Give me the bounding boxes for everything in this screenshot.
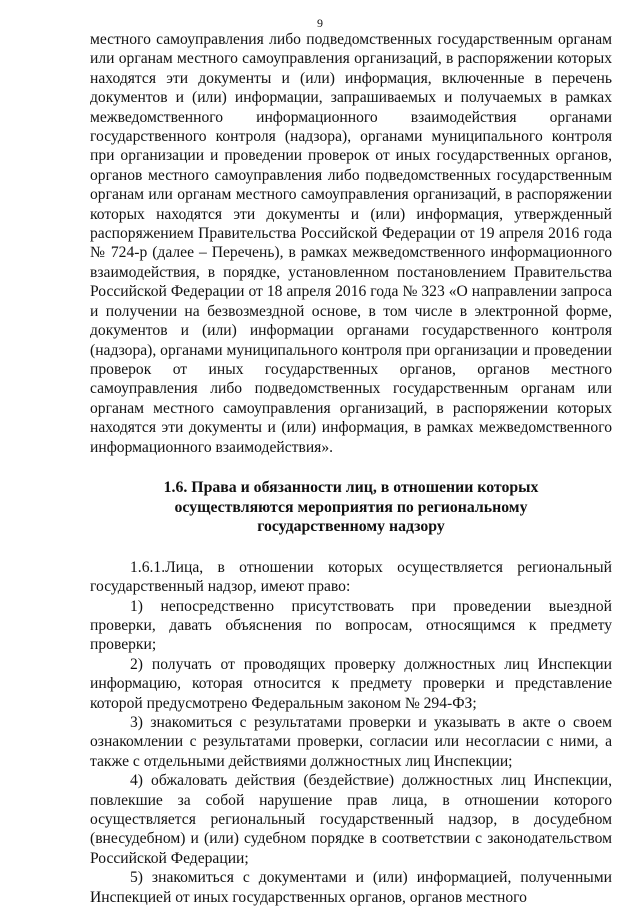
clause-intro: 1.6.1.Лица, в отношении которых осуществляется региональный государственный надзор, имеют право:: [90, 558, 612, 596]
section-heading-line-3: государственному надзору: [257, 518, 445, 536]
right-item-5: 5) знакомиться с документами и (или) информацией, полученными Инспекцией от иных государственных органов, органов местного: [90, 869, 612, 906]
page-number: 9: [317, 16, 323, 30]
intro-paragraph: местного самоуправления либо подведомственных государственным органам или органам местного самоуправления организаций, в распоряжении которых находятся эти документы и (или) информация, включенные в перечень документов и (или) информации, запрашиваемых и получаемых в рамках межведомственного информационного взаимодействия органами государственного контроля (надзора), органами муниципального контроля при организации и проведении проверок от иных государственных органов, органов местного самоуправления либо подведомственных государственным органам или органам местного самоуправления организаций, в распоряжении которых находятся эти документы и (или) информация, утвержденный распоряжением Правительства Российской Федерации от 19 апреля 2016 года № 724-р (далее – Перечень), в рамках межведомственного информационного взаимодействия, в порядке, установленном постановлением Правительства Российской Федерации от 18 апреля 2016 года № 323 «О направлении запроса и получении на безвозмездной основе, в том числе в электронной форме, документов и (или) информации органами государственного контроля (надзора), органами муниципального контроля при организации и проведении проверок от иных государственных органов, органов местного самоуправления либо подведомственных государственным органам или органам местного самоуправления организаций, в распоряжении которых находятся эти документы и (или) информация, в рамках межведомственного информационного взаимодействия».: [90, 31, 612, 456]
document-body: [90, 30, 612, 907]
section-heading: [90, 478, 612, 537]
right-item-3: 3) знакомиться с результатами проверки и указывать в акте о своем ознакомлении с результатами проверки, согласии или несогласии с ними, а также с отдельными действиями должностных лиц Инспекции;: [90, 713, 612, 770]
section-heading-line-1: 1.6. Права и обязанности лиц, в отношении которых: [163, 478, 539, 496]
right-item-1: 1) непосредственно присутствовать при проведении выездной проверки, давать объяснения по вопросам, относящимся к предмету проверки;: [90, 597, 612, 654]
right-item-4: 4) обжаловать действия (бездействие) должностных лиц Инспекции, повлекшие за собой нарушение прав лица, в отношении которого осуществляется региональный государственный надзор, в досудебном (внесудебном) и (или) судебном порядке в соответствии с законодательством Российской Федерации;: [90, 772, 612, 867]
right-item-2: 2) получать от проводящих проверку должностных лиц Инспекции информацию, которая относится к предмету проверки и представление которой предусмотрено Федеральным законом № 294-ФЗ;: [90, 655, 612, 712]
section-heading-line-2: осуществляются мероприятия по региональному: [174, 498, 528, 516]
